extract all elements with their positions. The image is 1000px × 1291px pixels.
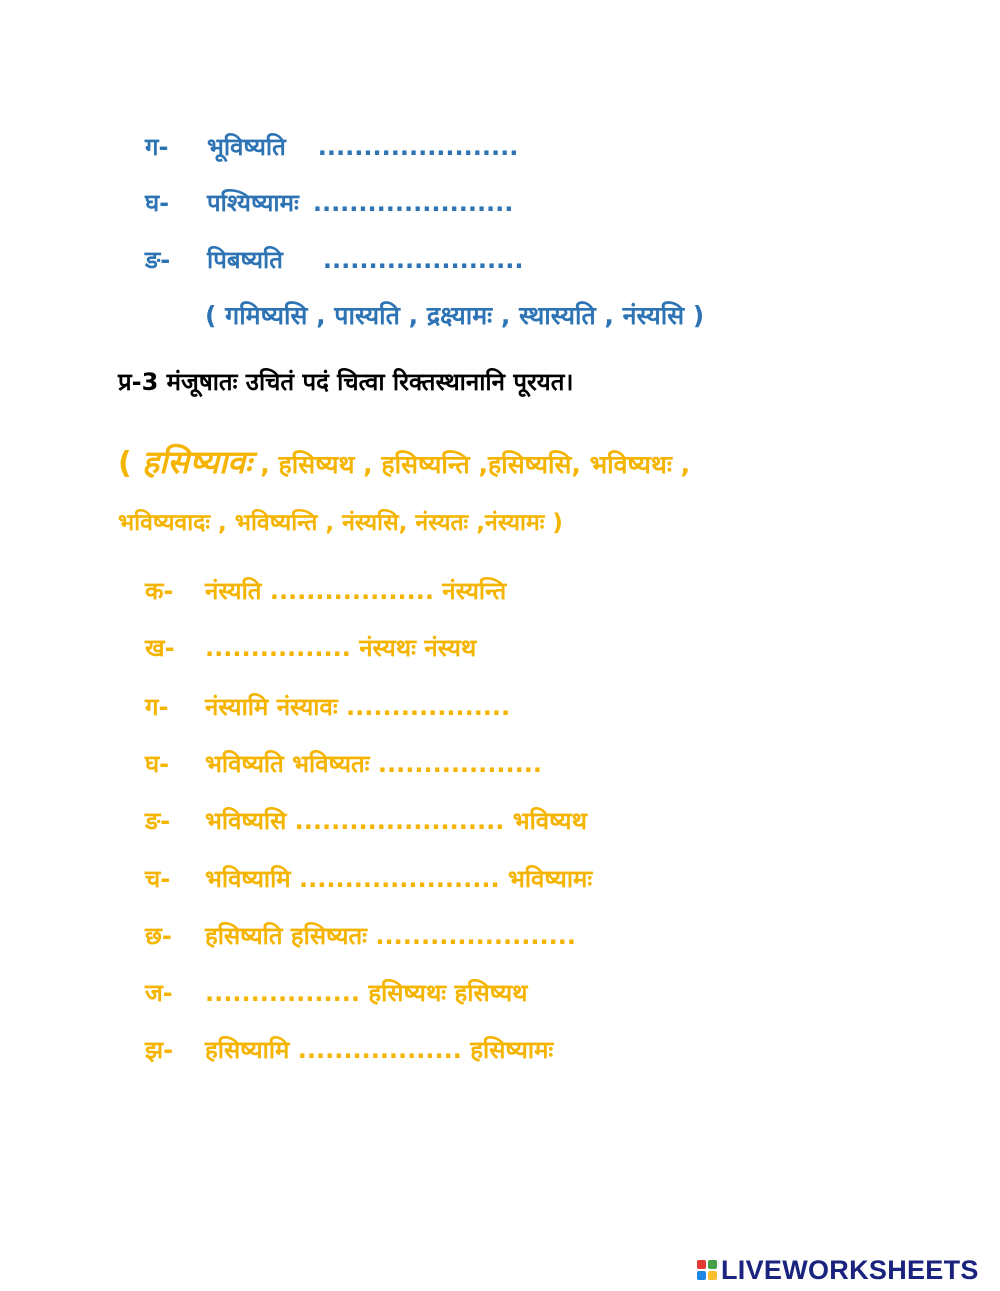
gold-row-nga xyxy=(145,804,587,837)
row-label: ग- xyxy=(145,693,169,721)
row-word: पिबष्यति xyxy=(207,246,283,274)
blue-row-gha xyxy=(145,186,513,219)
blue-row-ga xyxy=(145,130,518,163)
gold-row-gha xyxy=(145,747,542,780)
gold-row-ka xyxy=(145,574,506,607)
row-label: ज- xyxy=(145,979,173,1007)
logo-text: LIVEWORKSHEETS xyxy=(721,1254,979,1285)
gold-row-cha xyxy=(145,862,592,895)
word-box-line-1 xyxy=(118,440,690,483)
row-label: झ- xyxy=(145,1036,174,1064)
row-text[interactable]: भविष्यति भविष्यतः .................. xyxy=(205,750,542,778)
row-word: पश्यिष्यामः xyxy=(207,189,299,217)
row-label: च- xyxy=(145,865,171,893)
gold-row-ga xyxy=(145,690,510,723)
row-label: छ- xyxy=(145,922,172,950)
blue-row-nga xyxy=(145,243,523,276)
logo-tiles-icon xyxy=(697,1260,717,1280)
row-text[interactable]: हसिष्यामि .................. हसिष्यामः xyxy=(205,1036,554,1064)
row-label: ख- xyxy=(145,634,175,662)
logo-tile xyxy=(708,1271,717,1280)
row-label: ग- xyxy=(145,133,169,161)
row-text[interactable]: नंस्यति .................. नंस्यन्ति xyxy=(205,577,507,605)
logo-tile xyxy=(708,1260,717,1269)
row-text[interactable]: नंस्यामि नंस्यावः .................. xyxy=(205,693,511,721)
liveworksheets-logo xyxy=(697,1255,979,1285)
open-paren: ( xyxy=(118,446,143,481)
gold-row-jha xyxy=(145,1033,553,1066)
answer-blank[interactable]: ...................... xyxy=(322,246,524,274)
row-label: घ- xyxy=(145,750,170,778)
row-word: भूविष्यति xyxy=(207,133,286,161)
row-label: ङ- xyxy=(145,246,171,274)
blue-options-box: ( गमिष्यसि , पास्यति , द्रक्ष्यामः , स्थास्यति , नंस्यसि ) xyxy=(205,301,705,330)
row-label: घ- xyxy=(145,189,170,217)
row-text[interactable]: हसिष्यति हसिष्यतः ...................... xyxy=(205,922,576,950)
word-box-line-2: भविष्यवादः , भविष्यन्ति , नंस्यसि, नंस्यतः ,नंस्यामः ) xyxy=(118,510,563,536)
row-text[interactable]: ................. हसिष्यथः हसिष्यथ xyxy=(205,979,528,1007)
row-text[interactable]: भविष्यामि ...................... भविष्यामः xyxy=(205,865,593,893)
first-word: हसिष्यावः xyxy=(142,443,252,481)
logo-tile xyxy=(697,1260,706,1269)
row-label: क- xyxy=(145,577,174,605)
gold-row-chha xyxy=(145,919,576,952)
gold-row-ja xyxy=(145,976,527,1009)
row-label: ङ- xyxy=(145,807,171,835)
gold-row-kha xyxy=(145,631,476,664)
row-text[interactable]: ................ नंस्यथः नंस्यथ xyxy=(205,634,477,662)
row-text[interactable]: भविष्यसि ....................... भविष्यथ xyxy=(205,807,587,835)
answer-blank[interactable]: ...................... xyxy=(312,189,514,217)
question-3-heading: प्र-3 मंजूषातः उचितं पदं चित्वा रिक्तस्थानानि पूरयत। xyxy=(118,368,574,396)
logo-tile xyxy=(697,1271,706,1280)
answer-blank[interactable]: ...................... xyxy=(317,133,519,161)
word-box-line-1-rest: , हसिष्यथ , हसिष्यन्ति ,हसिष्यसि, भविष्यथः , xyxy=(251,450,691,479)
